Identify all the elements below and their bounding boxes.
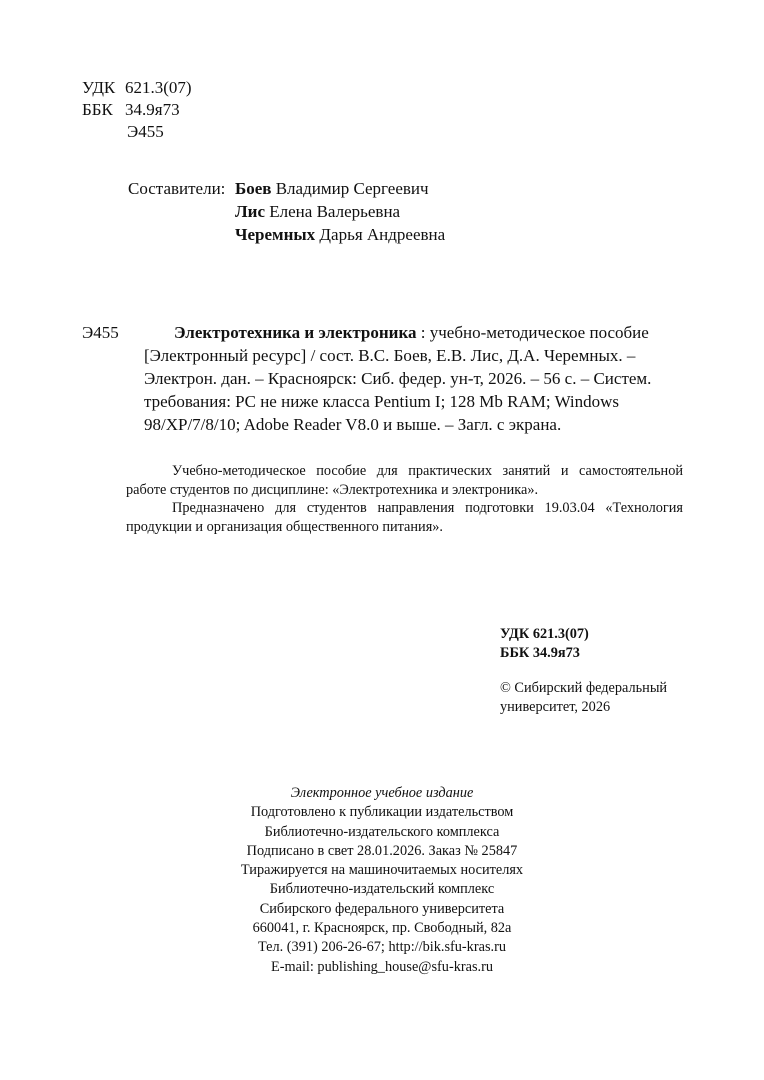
compiler-surname: Боев	[235, 179, 272, 198]
bib-line: требования: PC не ниже класса Pentium I; 128 Mb RAM; Windows	[144, 392, 620, 411]
udk-value: 621.3(07)	[125, 78, 192, 97]
annotation-paragraph: Учебно-методическое пособие для практических занятий и самостоятельной работе студентов по дисциплине: «Электротехника и электроника».	[126, 463, 683, 498]
compiler-name: Дарья Андреевна	[319, 225, 446, 244]
compiler-row	[128, 177, 445, 200]
author-mark: Э455	[127, 122, 164, 141]
classification-codes-bottom	[500, 625, 589, 663]
bbk-code: ББК 34.9я73	[500, 645, 580, 661]
annotation	[126, 462, 683, 536]
bibliographic-description	[144, 321, 683, 436]
edition-type: Электронное учебное издание	[290, 785, 474, 801]
colophon	[182, 784, 582, 977]
bbk-value: 34.9я73	[125, 100, 180, 119]
compiler-surname: Лис	[235, 202, 266, 221]
colophon-line: Библиотечно-издательского комплекса	[264, 823, 500, 840]
compilers-label: Составители:	[128, 179, 226, 198]
bib-line: Электрон. дан. – Красноярск: Сиб. федер. ун-т, 2026. – 56 с. – Систем.	[144, 369, 652, 388]
book-title: Электротехника и электроника	[174, 323, 417, 342]
compiler-row	[128, 200, 445, 223]
colophon-line[interactable]: E-mail: publishing_house@sfu-kras.ru	[270, 958, 494, 975]
bbk-label: ББК	[82, 100, 113, 119]
udk-label: УДК	[82, 78, 116, 97]
colophon-line: Библиотечно-издательский комплекс	[269, 881, 495, 898]
colophon-line: Подписано в свет 28.01.2026. Заказ № 25847	[246, 842, 518, 859]
udk-code: УДК 621.3(07)	[500, 626, 589, 642]
colophon-line[interactable]: Тел. (391) 206-26-67; http://bik.sfu-kras.ru	[257, 939, 506, 956]
bib-line	[144, 321, 683, 344]
compiler-row	[128, 223, 445, 246]
colophon-line: Подготовлено к публикации издательством	[250, 804, 514, 821]
colophon-line: Тиражируется на машиночитаемых носителях	[240, 862, 524, 879]
bib-line-rest: : учебно-методическое пособие	[416, 323, 649, 342]
colophon-line: 660041, г. Красноярск, пр. Свободный, 82а	[252, 920, 512, 937]
classification-codes	[82, 76, 192, 142]
colophon-line: Сибирского федерального университета	[259, 900, 505, 917]
udk-line	[82, 76, 192, 98]
compiler-surname: Черемных	[235, 225, 316, 244]
annotation-paragraph: Предназначено для студентов направления подготовки 19.03.04 «Технология продукции и организация общественного питания».	[126, 500, 683, 535]
copyright	[500, 679, 667, 717]
bbk-line	[82, 98, 192, 120]
compiler-name: Елена Валерьевна	[269, 202, 401, 221]
bib-line: 98/XP/7/8/10; Adobe Reader V8.0 и выше. – Загл. с экрана.	[144, 415, 562, 434]
copyright-line: © Сибирский федеральный	[500, 680, 668, 696]
compiler-name: Владимир Сергеевич	[275, 179, 429, 198]
compilers-block	[128, 177, 445, 246]
bib-author-mark: Э455	[82, 323, 119, 342]
copyright-line: университет, 2026	[500, 699, 611, 715]
bib-line: [Электронный ресурс] / сост. В.С. Боев, Е.В. Лис, Д.А. Черемных. –	[144, 346, 636, 365]
